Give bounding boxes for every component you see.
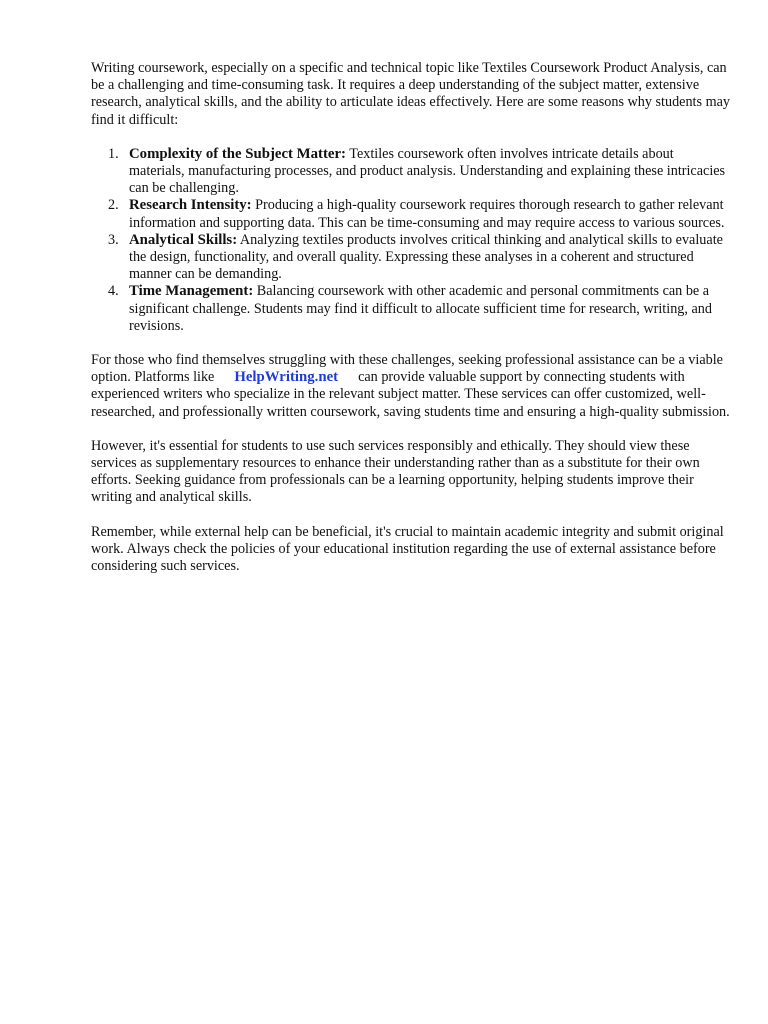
helpwriting-link[interactable]: HelpWriting.net	[234, 369, 339, 386]
list-number: 3.	[108, 231, 119, 248]
help-paragraph	[91, 352, 731, 421]
reason-term: Research Intensity:	[129, 197, 252, 214]
reason-text: Balancing coursework with other academic and personal commitments can be a significant challenge. Students may find it difficult to allocate sufficient time for research, writing, and revisions.	[129, 283, 712, 334]
help-text-before: For those who find themselves struggling with these challenges, seeking professional assistance can be a viable option. Platforms like	[91, 352, 723, 386]
list-item	[91, 232, 731, 284]
closing-paragraph: Remember, while external help can be beneficial, it's crucial to maintain academic integrity and submit original work. Always check the policies of your educational institution regarding the use of external assistance before considering such services.	[91, 523, 724, 575]
document-page	[91, 60, 731, 592]
intro-paragraph: Writing coursework, especially on a specific and technical topic like Textiles Coursework Product Analysis, can be a challenging and time-consuming task. It requires a deep understanding of the subject matter, extensive research, analytical skills, and the ability to articulate ideas effectively. Here are some reasons why students may find it difficult:	[91, 60, 730, 128]
reason-term: Analytical Skills:	[129, 231, 238, 248]
help-text-after: can provide valuable support by connecting students with experienced writers who specialize in the relevant subject matter. These services can offer customized, well-researched, and professionally written coursework, saving students time and ensuring a high-quality submission.	[91, 369, 730, 420]
list-item	[91, 197, 731, 231]
list-number: 2.	[108, 197, 119, 214]
reason-text: Textiles coursework often involves intricate details about materials, manufacturing processes, and product analysis. Understanding and explaining these intricacies can be challenging.	[129, 145, 726, 197]
reason-text: Analyzing textiles products involves critical thinking and analytical skills to evaluate the design, functionality, and overall quality. Expressing these analyses in a coherent and structured manner can be demanding.	[129, 231, 723, 283]
list-item	[91, 146, 731, 198]
reason-text: Producing a high-quality coursework requires thorough research to gather relevant information and supporting data. This can be time-consuming and may require access to various sources.	[129, 197, 725, 231]
list-number: 4.	[108, 283, 119, 300]
responsible-use-paragraph: However, it's essential for students to use such services responsibly and ethically. They should view these services as supplementary resources to enhance their understanding rather than as a substitute for their own efforts. Seeking guidance from professionals can be a learning opportunity, helping students improve their writing and analytical skills.	[91, 437, 700, 506]
list-number: 1.	[108, 145, 119, 162]
reason-term: Complexity of the Subject Matter:	[129, 145, 346, 162]
reasons-list	[91, 146, 731, 335]
reason-term: Time Management:	[129, 283, 254, 300]
list-item	[91, 283, 731, 335]
